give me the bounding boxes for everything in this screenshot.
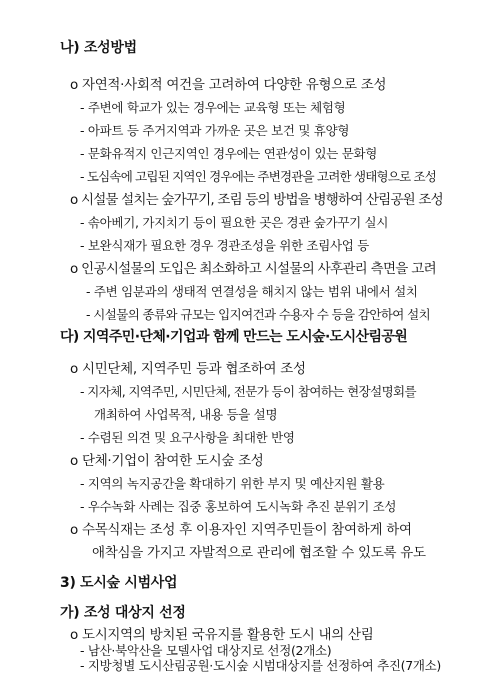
bullet-item: o 시설물 설치는 숲가꾸기, 조림 등의 방법을 병행하여 산림공원 조성	[70, 192, 443, 208]
bullet-item: o 단체·기업이 참여한 도시숲 조성	[70, 453, 264, 469]
dash-item: - 주변 임분과의 생태적 연결성을 해치지 않는 범위 내에서 설치	[86, 284, 418, 299]
dash-item: - 주변에 학교가 있는 경우에는 교육형 또는 체험형	[80, 100, 346, 115]
dash-item: - 우수녹화 사례는 집중 홍보하여 도시녹화 추진 분위기 조성	[80, 499, 397, 514]
bullet-item: o 수목식재는 조성 후 이용자인 지역주민들이 참여하게 하여	[70, 522, 412, 538]
dash-item: - 수렴된 의견 및 요구사항을 최대한 반영	[80, 430, 295, 445]
bullet-item: o 인공시설물의 도입은 최소화하고 시설물의 사후관리 측면을 고려	[70, 261, 436, 277]
bullet-item: o 자연적·사회적 여건을 고려하여 다양한 유형으로 조성	[70, 77, 387, 93]
subsection-heading-site-selection: 가) 조성 대상지 선정	[60, 605, 186, 621]
dash-item: - 지방청별 도시산림공원·도시숲 시범대상지를 선정하여 추진(7개소)	[80, 658, 441, 673]
dash-item: - 도심속에 고립된 지역인 경우에는 주변경관을 고려한 생태형으로 조성	[80, 169, 437, 184]
dash-item: - 아파트 등 주거지역과 가까운 곳은 보건 및 휴양형	[80, 123, 350, 138]
bullet-item: o 도시지역의 방치된 국유지를 활용한 도시 내의 산림	[70, 627, 374, 643]
dash-item: - 보완식재가 필요한 경우 경관조성을 위한 조림사업 등	[80, 238, 369, 253]
dash-item-continuation: 개최하여 사업목적, 내용 등을 설명	[94, 407, 278, 422]
bullet-item-continuation: 애착심을 가지고 자발적으로 관리에 협조할 수 있도록 유도	[92, 545, 426, 561]
dash-item: - 지역의 녹지공간을 확대하기 위한 부지 및 예산지원 활용	[80, 476, 385, 491]
dash-item: - 시설물의 종류와 규모는 입지여건과 수용자 수 등을 감안하여 설치	[86, 307, 431, 322]
section-heading-participation: 다) 지역주민·단체·기업과 함께 만드는 도시숲·도시산림공원	[60, 329, 408, 345]
bullet-item: o 시민단체, 지역주민 등과 협조하여 조성	[70, 361, 306, 377]
dash-item: - 솎아베기, 가지치기 등이 필요한 곳은 경관 숲가꾸기 실시	[80, 215, 389, 230]
dash-item: - 문화유적지 인근지역인 경우에는 연관성이 있는 문화형	[80, 146, 378, 161]
section-heading-pilot: 3) 도시숲 시범사업	[60, 575, 178, 591]
section-heading-methods: 나) 조성방법	[60, 40, 137, 56]
dash-item: - 남산·북악산을 모델사업 대상지로 선정(2개소)	[80, 643, 332, 658]
dash-item: - 지자체, 지역주민, 시민단체, 전문가 등이 참여하는 현장설명회를	[80, 384, 416, 399]
